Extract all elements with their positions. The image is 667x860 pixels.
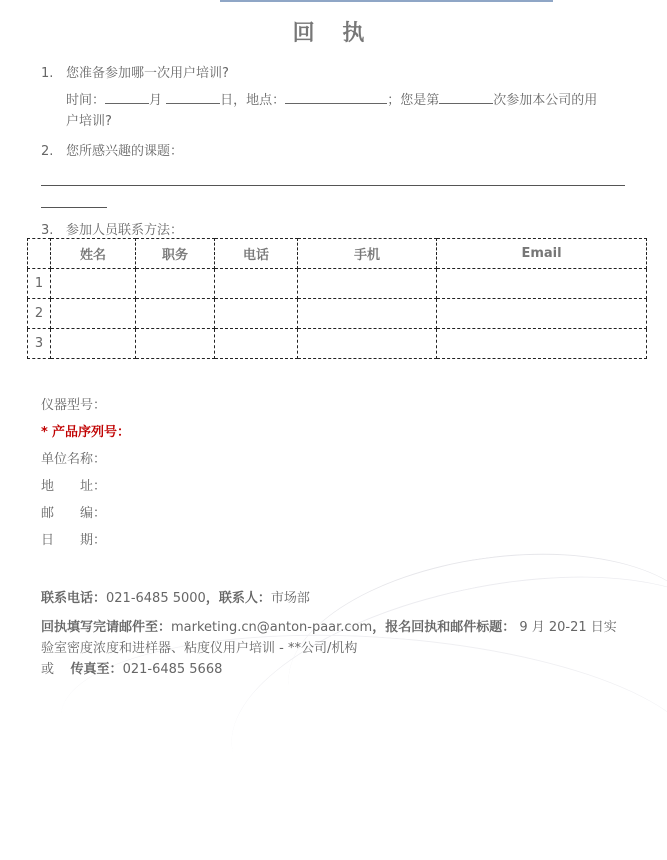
column-header [28, 239, 51, 269]
model-field-label: 仪器型号： [41, 398, 107, 413]
times-suffix-wrap: 户培训? [66, 114, 112, 129]
location-blank[interactable] [285, 89, 387, 104]
month-blank[interactable] [105, 89, 149, 104]
column-header-email: Email [437, 239, 647, 269]
email-address[interactable]: marketing.cn@anton-paar.com [171, 620, 373, 635]
day-location-label: 日，地点： [220, 93, 286, 108]
required-marker: * [41, 425, 48, 440]
question-text: 参加人员联系方法： [66, 223, 184, 238]
row-number: 1 [28, 269, 51, 299]
topic-answer-line[interactable] [41, 185, 625, 186]
table-cell[interactable] [437, 299, 647, 329]
table-cell[interactable] [136, 329, 215, 359]
column-header-title: 职务 [136, 239, 215, 269]
question-3 [41, 219, 183, 238]
serial-field-label: 产品序列号： [51, 425, 130, 440]
postcode-field-label: 邮 编： [41, 506, 107, 521]
or-label: 或 [41, 662, 55, 677]
question-text: 您准备参加哪一次用户培训? [66, 66, 229, 81]
question-number: 3. [41, 223, 54, 238]
column-header-name: 姓名 [51, 239, 136, 269]
question-1-answer [66, 89, 636, 132]
contact-phone-line [41, 588, 310, 609]
question-1 [41, 62, 229, 81]
table-cell[interactable] [215, 299, 298, 329]
table-cell[interactable] [298, 299, 437, 329]
table-row [28, 299, 647, 329]
day-blank[interactable] [166, 89, 220, 104]
fax-label: 传真至： [70, 662, 123, 677]
email-subject-wrap: 验室密度浓度和进样器、粘度仪用户培训 - **公司/机构 [41, 641, 358, 656]
times-prefix: ；您是第 [387, 93, 440, 108]
table-cell[interactable] [51, 299, 136, 329]
table-header-row [28, 239, 647, 269]
month-label: 月 [149, 93, 163, 108]
row-number: 3 [28, 329, 51, 359]
fax-number: 021-6485 5668 [122, 662, 223, 677]
subject-label: ，报名回执和邮件标题： [372, 620, 516, 635]
table-row [28, 329, 647, 359]
column-header-mobile: 手机 [298, 239, 437, 269]
question-number: 1. [41, 66, 54, 81]
top-accent-bar [220, 0, 553, 2]
row-number: 2 [28, 299, 51, 329]
company-field-label: 单位名称： [41, 452, 107, 467]
table-cell[interactable] [215, 269, 298, 299]
question-text: 您所感兴趣的课题： [66, 144, 184, 159]
table-cell[interactable] [136, 299, 215, 329]
table-cell[interactable] [215, 329, 298, 359]
table-cell[interactable] [51, 329, 136, 359]
times-blank[interactable] [439, 89, 493, 104]
email-label: 回执填写完请邮件至： [41, 620, 172, 635]
column-header-phone: 电话 [215, 239, 298, 269]
table-cell[interactable] [298, 269, 437, 299]
page-title: 回 执 [292, 20, 375, 46]
phone-label: 联系电话： [41, 591, 107, 606]
participants-table [27, 238, 647, 359]
email-instructions [41, 617, 641, 680]
date-field-label: 日 期： [41, 533, 107, 548]
question-2 [41, 140, 183, 159]
table-cell[interactable] [437, 329, 647, 359]
person-label: ，联系人： [205, 591, 271, 606]
phone-number: 021-6485 5000 [106, 591, 206, 606]
address-field-label: 地 址： [41, 479, 107, 494]
contact-person: 市场部 [270, 591, 310, 606]
serial-field [41, 421, 130, 440]
table-cell[interactable] [136, 269, 215, 299]
question-number: 2. [41, 144, 54, 159]
table-cell[interactable] [51, 269, 136, 299]
table-row [28, 269, 647, 299]
time-label: 时间： [66, 93, 106, 108]
table-cell[interactable] [437, 269, 647, 299]
email-subject: 9 月 20-21 日实 [519, 620, 617, 635]
table-cell[interactable] [298, 329, 437, 359]
times-suffix: 次参加本公司的用 [493, 93, 598, 108]
topic-answer-line[interactable] [41, 207, 107, 208]
